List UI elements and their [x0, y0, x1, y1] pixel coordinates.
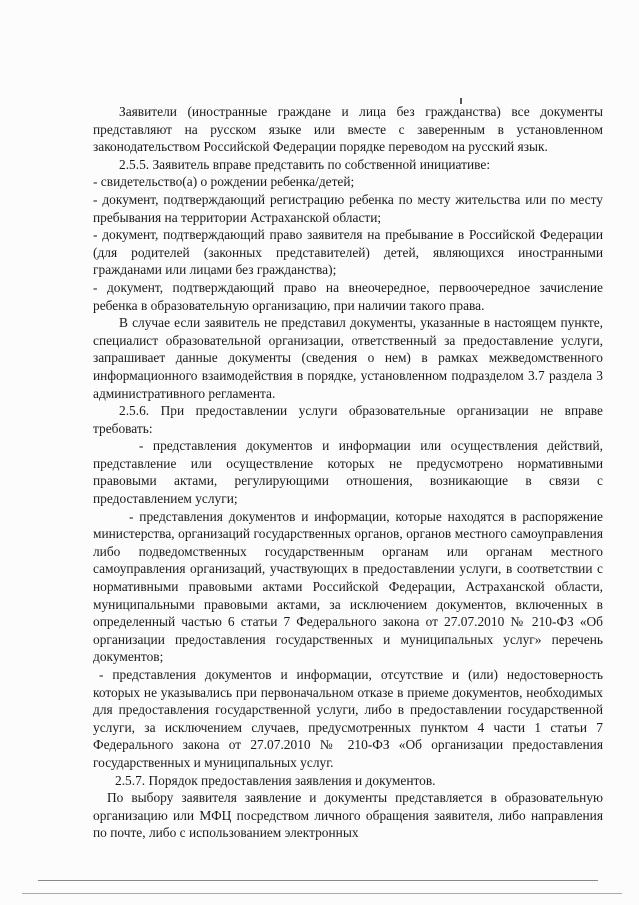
bottom-scan-line — [38, 880, 598, 881]
paragraph-applicants-language: Заявители (иностранные граждане и лица без гражданства) все документы представляют на русском языке или вместе с заверенным в установленном законодательством Российской Федерации порядке переводом на русский язык. — [93, 104, 603, 155]
paragraph-interagency-request: В случае если заявитель не представил документы, указанные в настоящем пункте, специалист образовательной организации, ответственный за предоставление услуги, запрашивает данные документы (сведения о нем) в рамках межведомственного информационного взаимодействия в порядке, установленном подразделом 3.7 раздела 3 административного регламента. — [93, 315, 603, 401]
paragraph-submission-methods: По выбору заявителя заявление и документы представляется в образовательную организацию или МФЦ посредством личного обращения заявителя, либо направления по почте, либо с использованием электронных — [93, 790, 603, 841]
list-item-birth-certificate: - свидетельство(а) о рождении ребенка/детей; — [93, 174, 355, 190]
list-item-not-required-by-law: - представления документов и информации или осуществления действий, представление или осуществление которых не предусмотрено нормативными правовыми актами, регулирующими отношения, возникающие в связи с предоставлением услуги; — [93, 438, 603, 507]
document-body — [93, 103, 603, 842]
list-item-not-indicated-at-refusal: - представления документов и информации, отсутствие и (или) недостоверность которых не указывались при первоначальном отказе в приеме документов, необходимых для предоставления государственной услуги, либо в предоставлении государственной услуги, за исключением случаев, предусмотренных пунктом 4 части 1 статьи 7 Федерального закона от 27.07.2010 № 210-ФЗ «Об организации предоставления государственных и муниципальных услуг. — [93, 667, 603, 770]
paragraph-2-5-5-heading: 2.5.5. Заявитель вправе представить по собственной инициативе: — [119, 156, 491, 172]
paragraph-2-5-7-heading: 2.5.7. Порядок предоставления заявления и документов. — [115, 772, 436, 788]
list-item-residence-right-document: - документ, подтверждающий право заявителя на пребывание в Российской Федерации (для родителей (законных представителей) детей, являющихся иностранными гражданами или лицами без гражданства); — [93, 227, 603, 278]
bottom-edge-line — [22, 893, 622, 894]
list-item-held-by-authorities: - представления документов и информации, которые находятся в распоряжение министерства, организаций государственных органов, органов местного самоуправления либо подведомственных государственным органам или органам местного самоуправления организаций, участвующих в предоставлении услуги, в соответствии с нормативными правовыми актами Российской Федерации, Астраханской области, муниципальными правовыми актами, за исключением документов, включенных в определенный частью 6 статьи 7 Федерального закона от 27.07.2010 № 210-ФЗ «Об организации предоставления государственных и муниципальных услуг» перечень документов; — [93, 508, 603, 665]
list-item-priority-enrollment-document: - документ, подтверждающий право на внеочередное, первоочередное зачисление ребенка в образовательную организацию, при наличии такого права. — [93, 279, 603, 313]
paragraph-2-5-6-heading: 2.5.6. При предоставлении услуги образовательные организации не вправе требовать: — [93, 403, 603, 436]
list-item-registration-document: - документ, подтверждающий регистрацию ребенка по месту жительства или по месту пребывания на территории Астраханской области; — [93, 191, 603, 225]
